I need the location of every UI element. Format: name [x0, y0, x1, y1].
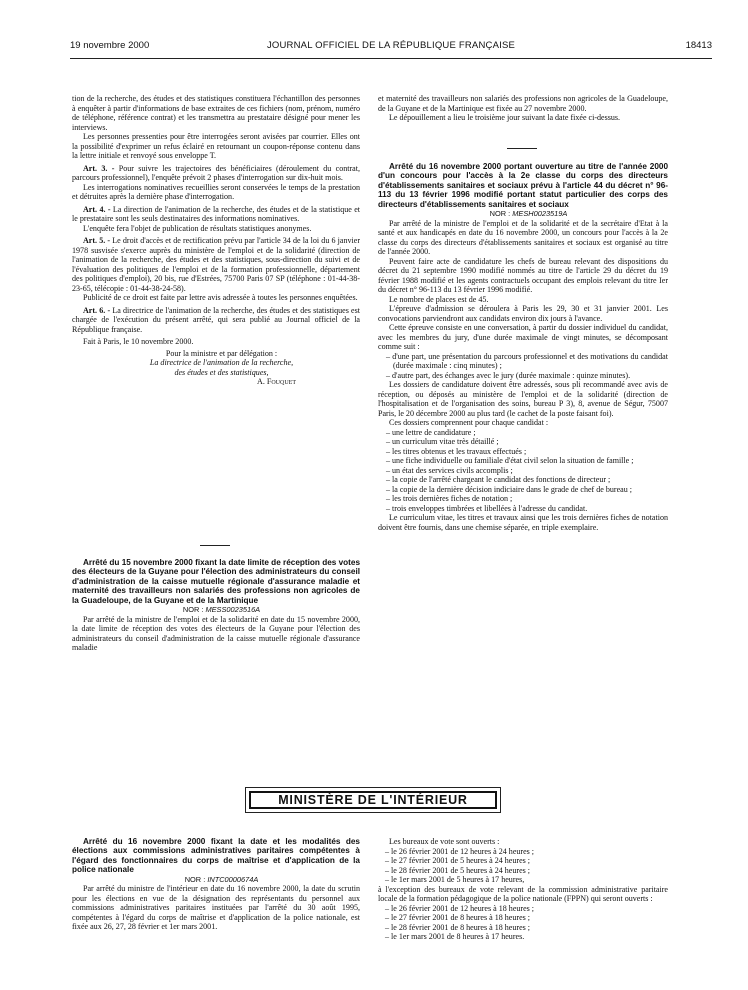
paragraph: Le curriculum vitae, les titres et travaux ainsi que les trois dernières fiches de notation doivent être fournis, dans une chemise séparée, en triple exemplaire. [378, 513, 668, 532]
bottom-left-column [72, 837, 360, 932]
article-text: Pour suivre les trajectoires des bénéficiaires (déroulement du contrat, parcours professionnel), l'enquête prévoit 2 phases d'interrogation sur dix-huit mois. [72, 163, 360, 182]
document-list [378, 428, 668, 514]
nor-label: NOR : [182, 605, 206, 615]
paragraph: Par arrêté de la ministre de l'emploi et de la solidarité et de la secrétaire d'Etat à la santé et aux handicapés en date du 16 novembre 2000, un concours pour l'accès à la 2e classe du corps des directeurs d'établissements sanitaires et sociaux est organisé au titre de l'année 2000. [378, 218, 668, 257]
left-column-decree-2 [72, 558, 360, 653]
article-3 [72, 164, 360, 183]
nor-code: MESH0023519A [512, 209, 568, 219]
paragraph: Le nombre de places est de 45. [389, 294, 489, 304]
list-item: – le 27 février 2001 de 8 heures à 18 heures ; [385, 913, 531, 922]
ministry-banner [245, 787, 501, 813]
article-6 [72, 306, 360, 335]
header-date: 19 novembre 2000 [70, 40, 150, 51]
paragraph: Ces dossiers comprennent pour chaque candidat : [389, 418, 549, 428]
bottom-right-column [378, 837, 668, 942]
paragraph: Publicité de ce droit est faite par lettre avis adressée à toutes les personnes enquêtées. [83, 293, 358, 302]
article-label: Art. 3. - [83, 163, 115, 173]
list-item: – les titres obtenus et les travaux effectués ; [386, 446, 527, 456]
paragraph: Les bureaux de vote sont ouverts : [389, 837, 500, 846]
list-item: – le 26 février 2001 de 12 heures à 24 heures ; [385, 846, 535, 856]
header-rule [70, 58, 712, 59]
paragraph: à l'exception des bureaux de vote relevant de la commission administrative paritaire locale de la formation pédagogique de la police nationale (FPPN) qui seront ouverts : [378, 884, 668, 903]
nor-reference [72, 875, 360, 885]
right-column-decree [378, 162, 668, 532]
paragraph: Par arrêté du ministre de l'intérieur en date du 16 novembre 2000, la date du scrutin pour les élections en vue de la désignation des représentants du personnel aux commissions administratives paritaires instituées par l'arrêté du 30 août 1995, compétentes à l'égard du corps de maîtrise et d'application de la police nationale, est fixée aux 26, 27, 28 février et 1er mars 2001. [72, 884, 360, 932]
ministry-name: MINISTÈRE DE L'INTÉRIEUR [249, 791, 497, 809]
nor-code: INTC0000674A [207, 874, 259, 884]
list-item: – les trois dernières fiches de notation ; [386, 494, 513, 504]
list-item: – une fiche individuelle ou familiale d'état civil selon la situation de famille ; [386, 456, 634, 466]
paragraph: Peuvent faire acte de candidature les chefs de bureau relevant des dispositions du décret du 21 septembre 1990 modifié nommés au titre de l'article 29 du décret du 19 février 1988 modifié et les agents contractuels occupant des emplois relevant du titre Ier du décret n° 96-113 du 13 février 1996 modifié. [378, 256, 668, 295]
nor-label: NOR : [184, 874, 208, 884]
decree-title: Arrêté du 15 novembre 2000 fixant la date limite de réception des votes des électeurs de la Guyane pour l'élection des administrateurs du conseil d'administration de la caisse mutuelle régionale d'assurance maladie et maternité des travailleurs non salariés des professions non agricoles de la Guadeloupe, de la Guyane et de la Martinique [72, 558, 360, 605]
article-label: Art. 6. - [83, 305, 111, 315]
article-text: Le droit d'accès et de rectification prévu par l'article 34 de la loi du 6 janvier 1978 susvisée s'exerce auprès du ministère de l'emploi et de la solidarité (direction de l'animation de la recherche, des études et des statistiques, sous-direction du suivi et de l'évaluation des politiques de l'emploi et de la formation professionnelle, département des politiques d'emploi), 20 bis, rue d'Estrées, 75700 Paris 07 SP (téléphone : 01-44-38-23-65, télécopie : 01-44-38-24-58). [72, 236, 361, 293]
signature-line: des études et des statistiques, [174, 367, 269, 377]
paragraph: et maternité des travailleurs non salariés des professions non agricoles de la Guadeloupe, de la Guyane et de la Martinique est fixée au 27 novembre 2000. [378, 94, 668, 113]
nor-label: NOR : [489, 209, 513, 219]
list-item: – d'une part, une présentation du parcours professionnel et des motivations du candidat (durée maximale : cinq minutes) ; [386, 351, 668, 371]
signatory-name: A. Fouquet [257, 377, 296, 386]
signature-line: Pour la ministre et par délégation : [165, 348, 278, 358]
schedule-list [378, 847, 668, 885]
nor-code: MESS0023516A [205, 605, 261, 615]
paragraph: tion de la recherche, des études et des statistiques constituera l'échantillon des personnes à enquêter à partir d'informations de base extraites de ces fichiers (nom, prénom, numéro de téléphone, référence contrat) et les transmettra au prestataire désigné pour mener les interviews. [72, 94, 360, 132]
nor-reference [378, 209, 668, 219]
article-label: Art. 5. - [83, 236, 111, 245]
list-item: – le 27 février 2001 de 5 heures à 24 heures ; [385, 856, 531, 865]
list [378, 352, 668, 381]
journal-title: JOURNAL OFFICIEL DE LA RÉPUBLIQUE FRANÇAISE [266, 40, 516, 51]
nor-reference [72, 605, 360, 615]
list-item: – une lettre de candidature ; [386, 427, 476, 437]
list-item: – le 28 février 2001 de 8 heures à 18 heures ; [385, 922, 531, 932]
separator [200, 545, 230, 546]
article-text: La directrice de l'animation de la recherche, des études et des statistiques est chargée de l'exécution du présent arrêté, qui sera publié au Journal officiel de la République française. [72, 305, 360, 334]
list-item: – d'autre part, des échanges avec le jury (durée maximale : quinze minutes). [386, 370, 631, 380]
list-item: – le 28 février 2001 de 5 heures à 24 heures ; [385, 865, 531, 875]
signature-line: La directrice de l'animation de la recherche, [149, 358, 294, 367]
page-number: 18413 [685, 40, 712, 51]
schedule-list [378, 904, 668, 942]
article-text: La direction de l'animation de la recherche, des études et de la statistique et le prestataire sont les seuls destinataires des informations nominatives. [72, 204, 360, 223]
paragraph: Cette épreuve consiste en une conversation, à partir du dossier individuel du candidat, avec les membres du jury, d'une durée maximale de vingt minutes, se décomposant comme suit : [378, 323, 668, 352]
right-column [378, 94, 668, 123]
list-item: – le 26 février 2001 de 12 heures à 18 heures ; [385, 903, 535, 913]
separator [507, 148, 537, 149]
list-item: – le 1er mars 2001 de 5 heures à 17 heures, [385, 875, 525, 884]
list-item: – la copie de l'arrêté chargeant le candidat des fonctions de directeur ; [386, 475, 611, 485]
paragraph: Le dépouillement a lieu le troisième jour suivant la date fixée ci-dessus. [389, 113, 621, 122]
page-header [70, 40, 712, 56]
paragraph: Les personnes pressenties pour être interrogées seront avisées par courrier. Elles ont la possibilité d'exprimer un refus éclairé en retournant un coupon-réponse contenu dans la lettre initiale et renvoyé sous enveloppe T. [72, 132, 360, 160]
article-5 [72, 236, 360, 293]
paragraph: Les interrogations nominatives recueillies seront conservées le temps de la prestation et détruites après la dernière phase d'interrogation. [72, 182, 360, 201]
paragraph: Les dossiers de candidature doivent être adressés, sous pli recommandé avec avis de réception, ou déposés au ministère de l'emploi et de la solidarité (direction de l'hospitalisation et de l'organisation des soins, bureau P 3), 8, avenue de Ségur, 75007 Paris, le 20 décembre 2000 au plus tard (le cachet de la poste faisant foi). [378, 380, 668, 418]
paragraph: L'enquête fera l'objet de publication de résultats statistiques anonymes. [83, 223, 312, 233]
list-item: – un curriculum vitae très détaillé ; [386, 437, 499, 447]
article-4 [72, 205, 360, 224]
decree-title: Arrêté du 16 novembre 2000 fixant la date et les modalités des élections aux commissions administratives paritaires compétentes à l'égard des fonctionnaires du corps de maîtrise et d'application de la police nationale [72, 837, 360, 875]
list-item: – la copie de la dernière décision indiciaire dans le grade de chef de bureau ; [386, 484, 632, 494]
paragraph: Par arrêté de la ministre de l'emploi et de la solidarité en date du 15 novembre 2000, la date limite de réception des votes des électeurs de la Guyane pour l'élection des administrateurs du conseil d'administration de la caisse mutuelle régionale d'assurance maladie [72, 614, 360, 653]
paragraph: L'épreuve d'admission se déroulera à Paris les 29, 30 et 31 janvier 2001. Les convocations parviendront aux candidats environ dix jours à l'avance. [378, 304, 668, 323]
list-item: – un état des services civils accomplis ; [386, 465, 513, 475]
place-date: Fait à Paris, le 10 novembre 2000. [83, 337, 194, 346]
left-column [72, 94, 360, 387]
list-item: – trois enveloppes timbrées et libellées à l'adresse du candidat. [386, 503, 588, 513]
list-item: – le 1er mars 2001 de 8 heures à 17 heures. [385, 932, 525, 941]
article-label: Art. 4. - [83, 204, 111, 214]
decree-title: Arrêté du 16 novembre 2000 portant ouverture au titre de l'année 2000 d'un concours pour l'accès à la 2e classe du corps des directeurs d'établissements sanitaires et sociaux prévu à l'article 44 du décret n° 96-113 du 13 février 1996 modifié portant statut particulier des corps des directeurs d'établissements sanitaires et sociaux [378, 162, 668, 209]
